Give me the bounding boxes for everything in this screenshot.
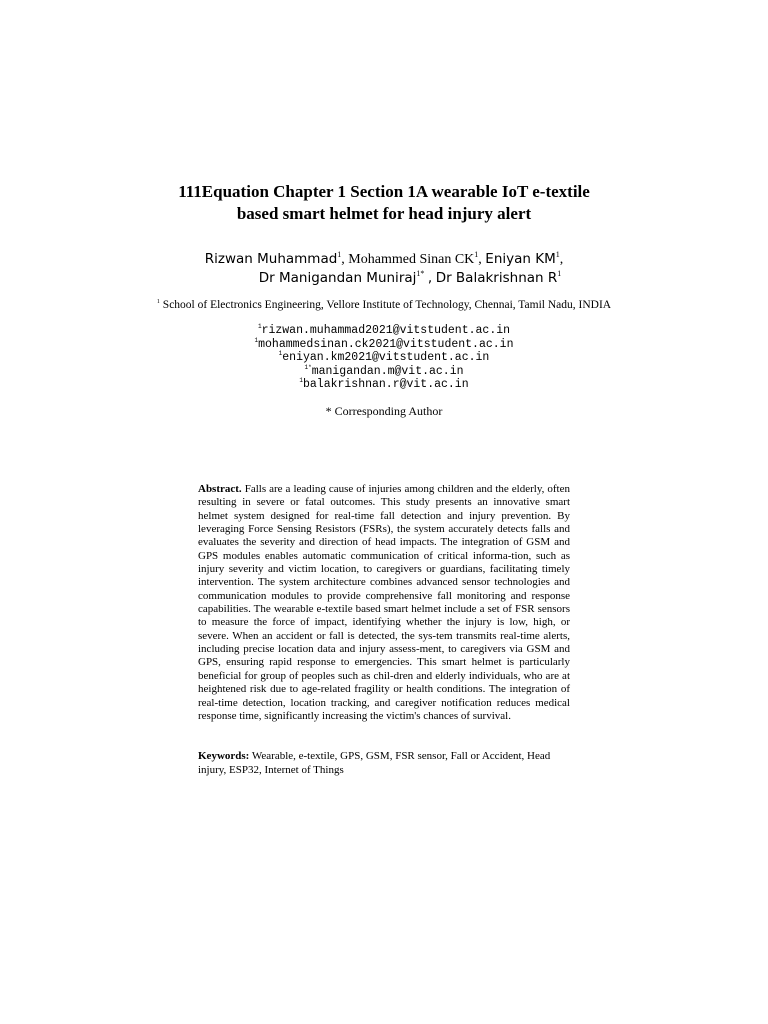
author-line-1 [120, 250, 648, 269]
abstract-section [198, 483, 570, 723]
author-affiliation-mark: 1* [416, 269, 425, 278]
abstract-paragraph [198, 483, 570, 723]
author-affiliation-mark: 1 [474, 250, 479, 259]
paper-title [100, 181, 668, 225]
author-separator: , [559, 252, 564, 267]
author-affiliation-mark: 1 [555, 250, 560, 259]
email-line [150, 324, 618, 338]
author-name: Dr Manigandan Muniraj [258, 270, 417, 286]
email-line [150, 378, 618, 392]
email-list [150, 324, 618, 392]
email-address: manigandan.m@vit.ac.in [311, 364, 464, 378]
email-mark: 1 [278, 350, 283, 358]
title-line-2: based smart helmet for head injury alert [236, 204, 532, 223]
author-separator: , [478, 252, 482, 267]
keywords-label: Keywords: [198, 750, 250, 762]
author-name: Mohammed Sinan CK [348, 252, 475, 267]
corresponding-author-note: * Corresponding Author [325, 404, 443, 418]
author-name: Dr Balakrishnan R [435, 270, 558, 286]
author-separator: , [341, 252, 345, 267]
keywords-paragraph [198, 750, 570, 777]
email-address: rizwan.muhammad2021@vitstudent.ac.in [261, 324, 511, 337]
email-line [150, 351, 618, 365]
author-affiliation-mark: 1 [337, 250, 342, 259]
author-affiliation-mark: 1 [557, 269, 562, 278]
email-address: balakrishnan.r@vit.ac.in [302, 378, 469, 392]
author-separator: , [427, 270, 433, 286]
affiliation-mark: 1 [156, 299, 160, 305]
author-name: Eniyan KM [485, 251, 556, 267]
email-address: eniyan.km2021@vitstudent.ac.in [282, 351, 490, 365]
email-mark: 1 [299, 377, 303, 385]
abstract-label: Abstract. [198, 483, 242, 495]
email-mark: 1 [254, 336, 259, 344]
email-address: mohammedsinan.ck2021@vitstudent.ac.in [258, 337, 514, 351]
affiliation-text: School of Electronics Engineering, Vellore Institute of Technology, Chennai, Tamil Nadu, INDIA [162, 299, 612, 311]
author-line-2 [120, 269, 648, 288]
author-list [120, 250, 648, 288]
email-line [150, 365, 618, 379]
affiliation [150, 298, 618, 312]
title-line-1: 111Equation Chapter 1 Section 1A wearable IoT e-textile [178, 182, 590, 201]
keywords-text: Wearable, e-textile, GPS, GSM, FSR sensor, Fall or Accident, Head injury, ESP32, Internet of Things [198, 750, 551, 776]
email-mark: 1* [304, 363, 312, 371]
email-line [150, 338, 618, 352]
email-mark: 1 [257, 323, 262, 330]
author-name: Rizwan Muhammad [204, 251, 338, 267]
abstract-text: Falls are a leading cause of injuries among children and the elderly, often resulting in severe or fatal outcomes. This study presents an innovative smart helmet system designed for real-time fall detection and injury prevention. By leveraging Force Sensing Resistors (FSRs), the system accurately detects falls and evaluates the severity and direction of head impacts. The integration of GSM and GPS modules enables automatic communication of critical informa-tion, such as injury severity and victim location, to caregivers or guardians, facilitating timely intervention. The system architecture combines advanced sensor technologies and communication modules to provide comprehensive fall monitoring and response capabilities. The wearable e-textile based smart helmet include a set of FSR sensors to measure the force of impact, identifying whether the injury is low, high, or severe. When an accident or fall is detected, the sys-tem transmits real-time alerts, including precise location data and injury assess-ment, to caregivers via GSM and GPS, ensuring rapid response to emergencies. This smart helmet is particularly beneficial for group of peoples such as chil-dren and elderly individuals, who are at heightened risk due to age-related fragility or health conditions. The integration of real-time detection, location tracking, and caregiver notification reduces medical response time, significantly increasing the victim's chances of survival. [198, 483, 570, 722]
keywords-section [198, 750, 570, 777]
